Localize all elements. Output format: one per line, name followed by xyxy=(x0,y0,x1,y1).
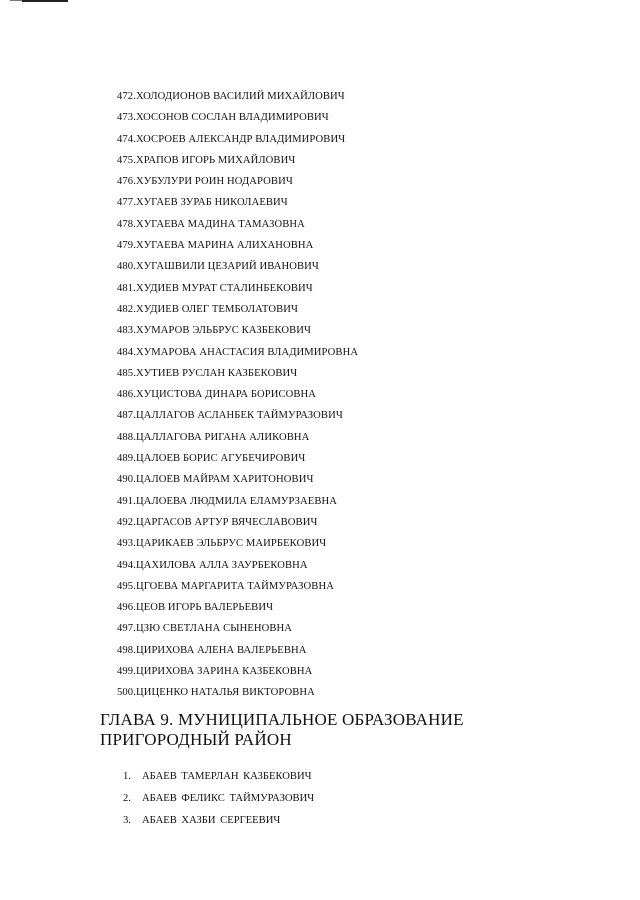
list-item: 499.ЦИРИХОВА ЗАРИНА КАЗБЕКОВНА xyxy=(117,666,313,678)
list-item-name: АБАЕВ ХАЗБИ СЕРГЕЕВИЧ xyxy=(142,815,281,826)
list-item: 489.ЦАЛОЕВ БОРИС АГУБЕЧИРОВИЧ xyxy=(117,453,306,465)
list-item: 490.ЦАЛОЕВ МАЙРАМ ХАРИТОНОВИЧ xyxy=(117,474,314,486)
list-item: 478.ХУГАЕВА МАДИНА ТАМАЗОВНА xyxy=(117,218,305,230)
list-item-number: 3. xyxy=(123,815,131,826)
list-item: 498.ЦИРИХОВА АЛЕНА ВАЛЕРЬЕВНА xyxy=(117,644,307,656)
list-item: 484.ХУМАРОВА АНАСТАСИЯ ВЛАДИМИРОВНА xyxy=(117,346,359,358)
list-item-name: АБАЕВ ТАМЕРЛАН КАЗБЕКОВИЧ xyxy=(142,771,312,782)
list-item: 475.ХРАПОВ ИГОРЬ МИХАЙЛОВИЧ xyxy=(117,154,296,166)
list-item: 494.ЦАХИЛОВА АЛЛА ЗАУРБЕКОВНА xyxy=(117,559,308,571)
list-item: 487.ЦАЛЛАГОВ АСЛАНБЕК ТАЙМУРАЗОВИЧ xyxy=(117,410,343,422)
list-item: 481.ХУДИЕВ МУРАТ СТАЛИНБЕКОВИЧ xyxy=(117,282,313,294)
scan-edge-mark xyxy=(22,0,68,2)
chapter-heading: ГЛАВА 9. МУНИЦИПАЛЬНОЕ ОБРАЗОВАНИЕ ПРИГОРОДНЫЙ РАЙОН xyxy=(100,710,464,749)
list-item: 485.ХУТИЕВ РУСЛАН КАЗБЕКОВИЧ xyxy=(117,367,298,379)
list-item xyxy=(123,810,314,832)
list-item: 496.ЦЕОВ ИГОРЬ ВАЛЕРЬЕВИЧ xyxy=(117,602,274,614)
list-item: 476.ХУБУЛУРИ РОИН НОДАРОВИЧ xyxy=(117,176,293,188)
list-item: 472.ХОЛОДИОНОВ ВАСИЛИЙ МИХАЙЛОВИЧ xyxy=(117,91,345,102)
list-item: 474.ХОСРОЕВ АЛЕКСАНДР ВЛАДИМИРОВИЧ xyxy=(117,133,346,145)
list-item: 480.ХУГАШВИЛИ ЦЕЗАРИЙ ИВАНОВИЧ xyxy=(117,261,319,273)
scan-edge-mark xyxy=(10,0,22,1)
list-item xyxy=(123,788,314,810)
list-item: 500.ЦИЦЕНКО НАТАЛЬЯ ВИКТОРОВНА xyxy=(117,687,315,699)
list-item xyxy=(123,766,314,788)
list-item-number: 2. xyxy=(123,793,131,804)
list-item: 495.ЦГОЕВА МАРГАРИТА ТАЙМУРАЗОВНА xyxy=(117,580,334,592)
list-item: 486.ХУЦИСТОВА ДИНАРА БОРИСОВНА xyxy=(117,389,317,401)
list-item-name: АБАЕВ ФЕЛИКС ТАЙМУРАЗОВИЧ xyxy=(142,793,315,804)
list-item: 482.ХУДИЕВ ОЛЕГ ТЕМБОЛАТОВИЧ xyxy=(117,303,299,315)
list-item: 479.ХУГАЕВА МАРИНА АЛИХАНОВНА xyxy=(117,240,314,252)
chapter-list xyxy=(123,766,314,832)
list-item: 488.ЦАЛЛАГОВА РИГАНА АЛИКОВНА xyxy=(117,431,310,443)
list-item: 491.ЦАЛОЕВА ЛЮДМИЛА ЕЛАМУРЗАЕВНА xyxy=(117,495,338,507)
list-item: 497.ЦЗЮ СВЕТЛАНА СЫНЕНОВНА xyxy=(117,623,293,635)
list-item: 477.ХУГАЕВ ЗУРАБ НИКОЛАЕВИЧ xyxy=(117,197,288,209)
list-item: 493.ЦАРИКАЕВ ЭЛЬБРУС МАИРБЕКОВИЧ xyxy=(117,538,327,550)
list-item: 473.ХОСОНОВ СОСЛАН ВЛАДИМИРОВИЧ xyxy=(117,112,329,124)
names-list xyxy=(117,86,358,704)
list-item: 483.ХУМАРОВ ЭЛЬБРУС КАЗБЕКОВИЧ xyxy=(117,325,312,337)
list-item: 492.ЦАРГАСОВ АРТУР ВЯЧЕСЛАВОВИЧ xyxy=(117,516,318,528)
list-item-number: 1. xyxy=(123,771,131,782)
